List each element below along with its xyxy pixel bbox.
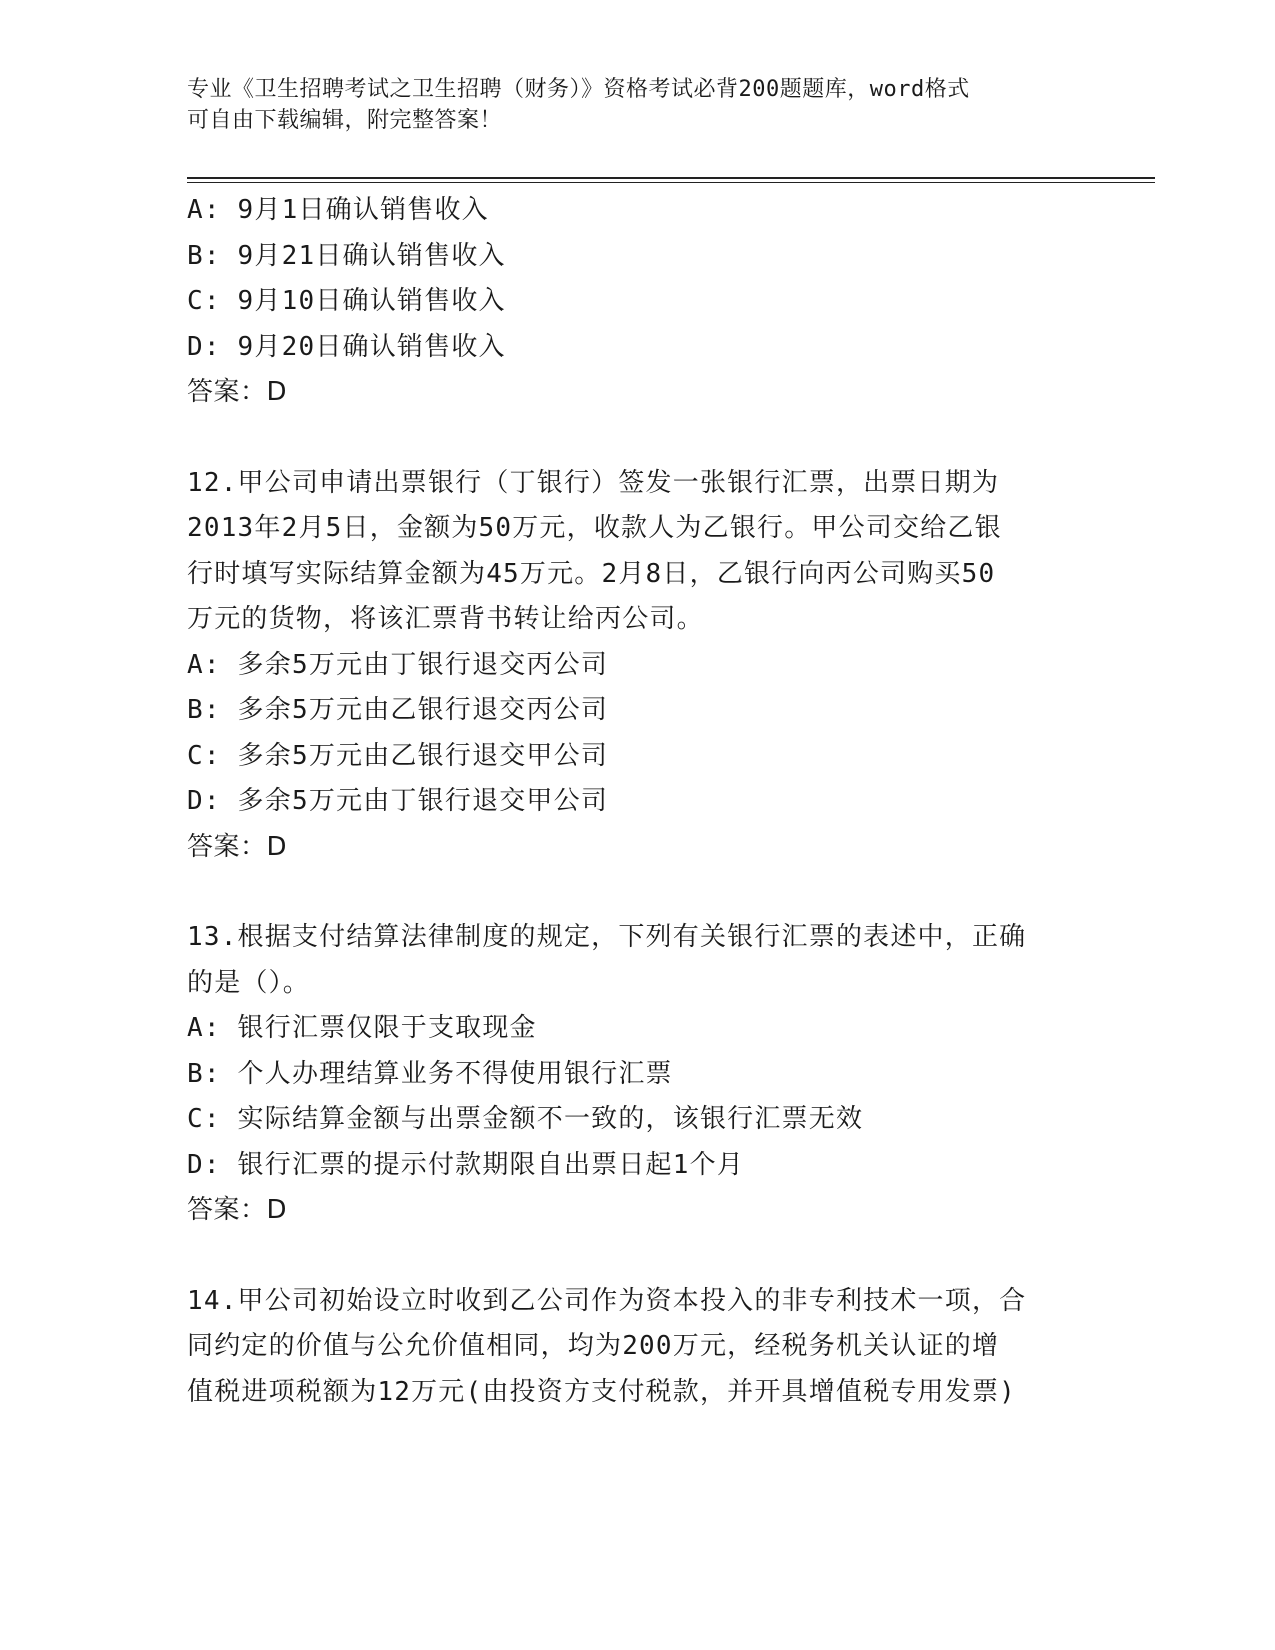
option-a: A: 银行汇票仅限于支取现金 (187, 1013, 537, 1043)
header-line-1: 专业《卫生招聘考试之卫生招聘（财务）》资格考试必背200题题库，word格式 (187, 77, 970, 102)
question-stem-line: 行时填写实际结算金额为45万元。2月8日，乙银行向丙公司购买50 (187, 558, 996, 589)
question-stem-line: 万元的货物，将该汇票背书转让给丙公司。 (187, 604, 704, 634)
question-stem-line: 14.甲公司初始设立时收到乙公司作为资本投入的非专利技术一项，合 (187, 1285, 1027, 1316)
option-b: B: 9月21日确认销售收入 (187, 240, 506, 271)
question-14 (187, 1279, 1087, 1416)
option-a: A: 9月1日确认销售收入 (187, 195, 489, 225)
question-stem-line: 12.甲公司申请出票银行（丁银行）签发一张银行汇票，出票日期为 (187, 467, 1000, 498)
answer-line: 答案：D (187, 377, 288, 407)
question-stem-line: 2013年2月5日，金额为50万元，收款人为乙银行。甲公司交给乙银 (187, 513, 1002, 543)
option-c: C: 9月10日确认销售收入 (187, 286, 506, 316)
header-line-2: 可自由下载编辑，附完整答案！ (187, 108, 503, 133)
option-b: B: 个人办理结算业务不得使用银行汇票 (187, 1058, 673, 1089)
document-body (187, 188, 1087, 1415)
question-11 (187, 188, 1087, 416)
answer-line: 答案：D (187, 1195, 288, 1225)
spacer (187, 1234, 1087, 1279)
question-stem-line: 同约定的价值与公允价值相同，均为200万元，经税务机关认证的增 (187, 1331, 1000, 1361)
question-stem-line: 值税进项税额为12万元(由投资方支付税款，并开具增值税专用发票) (187, 1376, 1017, 1407)
option-a: A: 多余5万元由丁银行退交丙公司 (187, 649, 609, 680)
header-divider-thin (187, 182, 1155, 183)
spacer (187, 416, 1087, 461)
option-b: B: 多余5万元由乙银行退交丙公司 (187, 695, 609, 725)
question-13 (187, 915, 1087, 1234)
spacer (187, 870, 1087, 915)
document-header (187, 74, 1067, 136)
question-stem-line: 的是（）。 (187, 967, 311, 998)
answer-line: 答案：D (187, 831, 288, 862)
question-12 (187, 461, 1087, 871)
header-divider-thick (187, 177, 1155, 179)
option-d: D: 多余5万元由丁银行退交甲公司 (187, 786, 609, 816)
question-stem-line: 13.根据支付结算法律制度的规定，下列有关银行汇票的表述中，正确 (187, 922, 1027, 952)
option-d: D: 9月20日确认销售收入 (187, 331, 506, 362)
option-c: C: 实际结算金额与出票金额不一致的，该银行汇票无效 (187, 1104, 864, 1134)
option-c: C: 多余5万元由乙银行退交甲公司 (187, 740, 609, 771)
option-d: D: 银行汇票的提示付款期限自出票日起1个月 (187, 1149, 745, 1180)
